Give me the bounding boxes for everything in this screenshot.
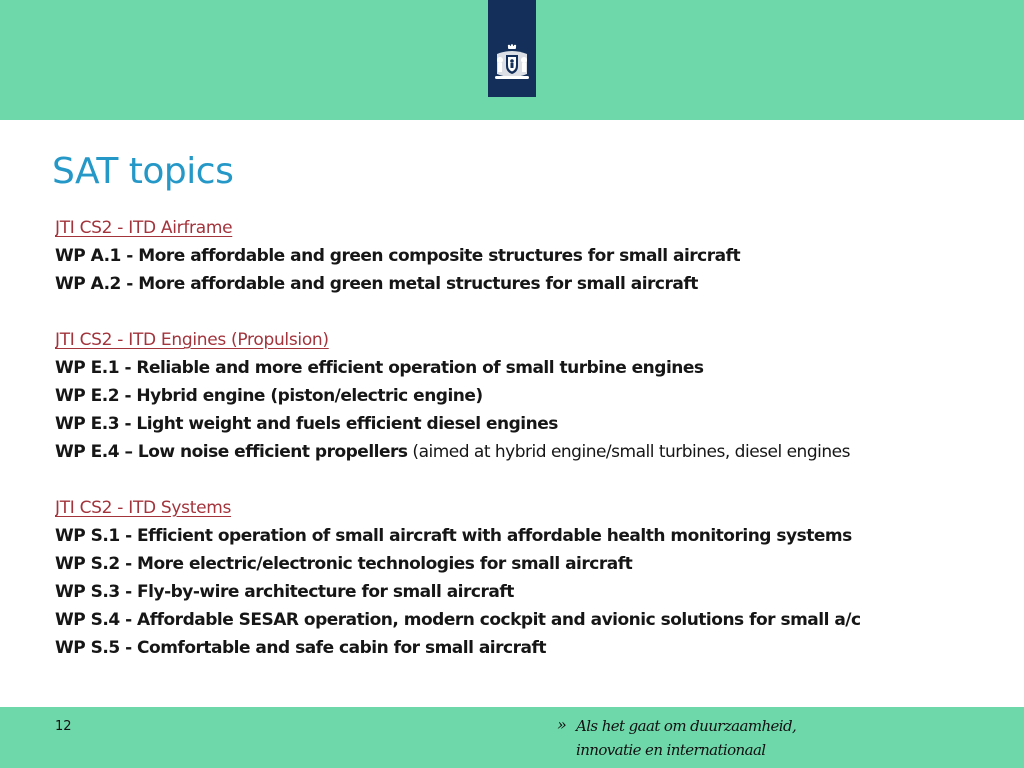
- item-note: (aimed at hybrid engine/small turbines, diesel engines: [407, 442, 850, 462]
- slogan-line: innovatie en internationaal: [576, 741, 766, 759]
- list-item: [55, 634, 931, 662]
- list-item: [55, 550, 931, 578]
- logo: [488, 0, 536, 97]
- list-item: [55, 410, 931, 438]
- item-text: WP S.2 - More electric/electronic technologies for small aircraft: [55, 554, 633, 574]
- chevron-right-icon: »: [557, 715, 567, 734]
- item-text: WP E.3 - Light weight and fuels efficient diesel engines: [55, 414, 558, 434]
- list-item: [55, 438, 931, 466]
- list-item: [55, 606, 931, 634]
- topics-content: [55, 214, 931, 662]
- slogan-line: Als het gaat om duurzaamheid,: [576, 717, 797, 735]
- list-item: [55, 354, 931, 382]
- dutch-coat-of-arms-icon: [491, 44, 533, 86]
- section-systems: [55, 494, 931, 662]
- section-airframe: [55, 214, 931, 298]
- item-text: WP S.1 - Efficient operation of small aircraft with affordable health monitoring systems: [55, 526, 852, 546]
- list-item: [55, 242, 931, 270]
- section-heading: JTI CS2 - ITD Engines (Propulsion): [55, 330, 329, 350]
- item-text: WP S.5 - Comfortable and safe cabin for small aircraft: [55, 638, 546, 658]
- page-number: 12: [55, 719, 72, 734]
- slide-title: SAT topics: [52, 151, 234, 192]
- item-text: WP S.3 - Fly-by-wire architecture for small aircraft: [55, 582, 514, 602]
- item-text: WP E.2 - Hybrid engine (piston/electric engine): [55, 386, 483, 406]
- section-engines: [55, 326, 931, 466]
- item-text: WP A.1 - More affordable and green composite structures for small aircraft: [55, 246, 741, 266]
- item-text: WP A.2 - More affordable and green metal structures for small aircraft: [55, 274, 698, 294]
- list-item: [55, 578, 931, 606]
- list-item: [55, 382, 931, 410]
- list-item: [55, 270, 931, 298]
- section-heading: JTI CS2 - ITD Systems: [55, 498, 232, 518]
- footer-band: [0, 707, 1024, 768]
- item-text: WP E.4 – Low noise efficient propellers: [55, 442, 408, 462]
- item-text: WP E.1 - Reliable and more efficient operation of small turbine engines: [55, 358, 704, 378]
- header-band: [0, 0, 1024, 120]
- item-text: WP S.4 - Affordable SESAR operation, modern cockpit and avionic solutions for small a/c: [55, 610, 861, 630]
- footer-slogan: [576, 714, 796, 762]
- section-heading: JTI CS2 - ITD Airframe: [55, 218, 233, 238]
- list-item: [55, 522, 931, 550]
